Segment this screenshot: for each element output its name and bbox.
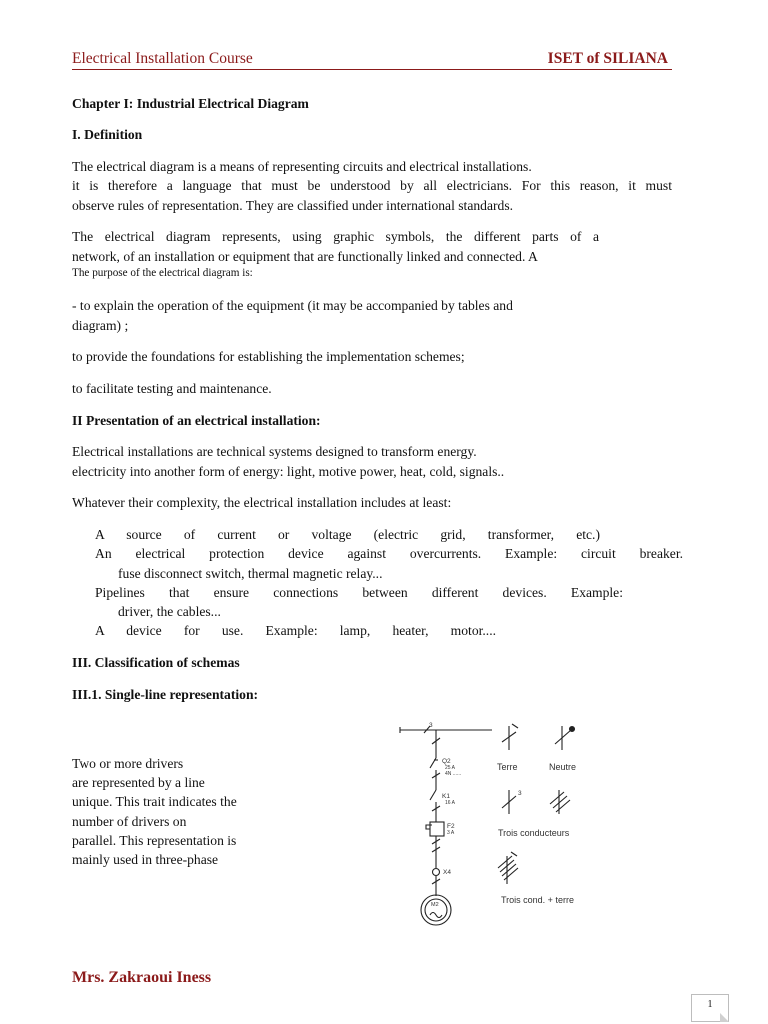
institution-name: ISET of SILIANA [547, 50, 668, 67]
header-rule [72, 69, 672, 70]
trois-conducteurs-label: Trois conducteurs [498, 828, 570, 838]
section-classification-title: III. Classification of schemas [72, 655, 240, 670]
definition-p2-line1: The electrical diagram represents, using graphic symbols, the different parts of a [72, 229, 599, 244]
purpose-item1-line1: - to explain the operation of the equipment (it may be accompanied by tables and [72, 298, 513, 313]
three-cond-slash-b3 [556, 800, 570, 812]
f2-rating: 3 A [447, 830, 455, 836]
three-cond-slash-b1 [550, 792, 564, 804]
three-earth-slash-3 [502, 864, 516, 876]
x4-label: X4 [443, 869, 451, 876]
feeder-count-label: 3 [429, 722, 433, 729]
presentation-p1-line1: Electrical installations are technical systems designed to transform energy. [72, 444, 477, 459]
page-header [72, 50, 672, 72]
section-definition-title: I. Definition [72, 127, 143, 142]
single-line-desc-line3: unique. This trait indicates the [72, 794, 237, 809]
component-item-3-line2: driver, the cables... [118, 604, 221, 619]
three-earth-slash-4 [504, 868, 518, 880]
neutre-slash [555, 730, 571, 744]
three-earth-tick [511, 852, 517, 856]
component-item-3-line1: Pipelines that ensure connections between different devices. Example: [95, 585, 623, 600]
component-item-2-line2: fuse disconnect switch, thermal magnetic relay... [118, 566, 383, 581]
three-cond-count: 3 [518, 790, 522, 797]
purpose-item1-line2: diagram) ; [72, 318, 129, 333]
presentation-p2: Whatever their complexity, the electrical installation includes at least: [72, 495, 452, 510]
definition-p2-line2: network, of an installation or equipment that are functionally linked and connected. A [72, 249, 538, 264]
three-earth-slash-1 [498, 856, 512, 868]
q2-rating: 25 A [445, 765, 456, 771]
page-number: 1 [707, 999, 713, 1010]
page-fold-icon [720, 1013, 729, 1022]
neutre-label: Neutre [549, 762, 577, 772]
f2-label: F2 [447, 823, 455, 830]
q2-rating-2: 4N ...... [445, 771, 462, 777]
q2-label: Q2 [442, 758, 451, 765]
single-line-desc-line6: mainly used in three-phase [72, 852, 219, 867]
single-line-desc-line2: are represented by a line [72, 775, 205, 790]
f2-relay-box [430, 822, 444, 836]
chapter-title: Chapter I: Industrial Electrical Diagram [72, 96, 309, 111]
f2-relay-mark [426, 825, 432, 829]
definition-purpose-lead: The purpose of the electrical diagram is: [72, 267, 253, 279]
definition-p1-line3: observe rules of representation. They are classified under international standards. [72, 198, 514, 213]
single-line-desc-line1: Two or more drivers [72, 756, 184, 771]
neutre-dot [570, 727, 575, 732]
definition-p1-line2: it is therefore a language that must be understood by all electricians. For this reason, it must [72, 178, 672, 193]
component-item-4: A device for use. Example: lamp, heater, motor.... [95, 623, 496, 638]
author-name: Mrs. Zakraoui Iness [72, 969, 212, 986]
single-line-diagram-svg [394, 718, 596, 928]
subsection-single-line-title: III.1. Single-line representation: [72, 687, 259, 702]
purpose-item2: to provide the foundations for establishing the implementation schemes; [72, 349, 465, 364]
x4-terminal [433, 869, 440, 876]
terre-tick [512, 724, 518, 728]
k1-rating: 16 A [445, 800, 456, 806]
k1-switch [430, 790, 436, 800]
component-item-1: A source of current or voltage (electric grid, transformer, etc.) [95, 527, 600, 542]
purpose-item3: to facilitate testing and maintenance. [72, 381, 272, 396]
k1-label: K1 [442, 793, 450, 800]
three-cond-slash-b2 [553, 796, 567, 808]
motor-wave [430, 913, 442, 918]
course-title: Electrical Installation Course [72, 50, 253, 67]
terre-label: Terre [497, 762, 518, 772]
single-line-desc-line5: parallel. This representation is [72, 833, 237, 848]
single-line-diagram [394, 718, 596, 928]
definition-p1-line1: The electrical diagram is a means of representing circuits and electrical installations. [72, 159, 532, 174]
page-number-box [691, 994, 729, 1022]
m2-label: M2 [431, 902, 439, 908]
section-presentation-title: II Presentation of an electrical installation: [72, 413, 321, 428]
trois-cond-terre-label: Trois cond. + terre [501, 895, 574, 905]
component-item-2-line1: An electrical protection device against overcurrents. Example: circuit breaker. [95, 546, 683, 561]
presentation-p1-line2: electricity into another form of energy: light, motive power, heat, cold, signals.. [72, 464, 505, 479]
single-line-desc-line4: number of drivers on [72, 814, 187, 829]
